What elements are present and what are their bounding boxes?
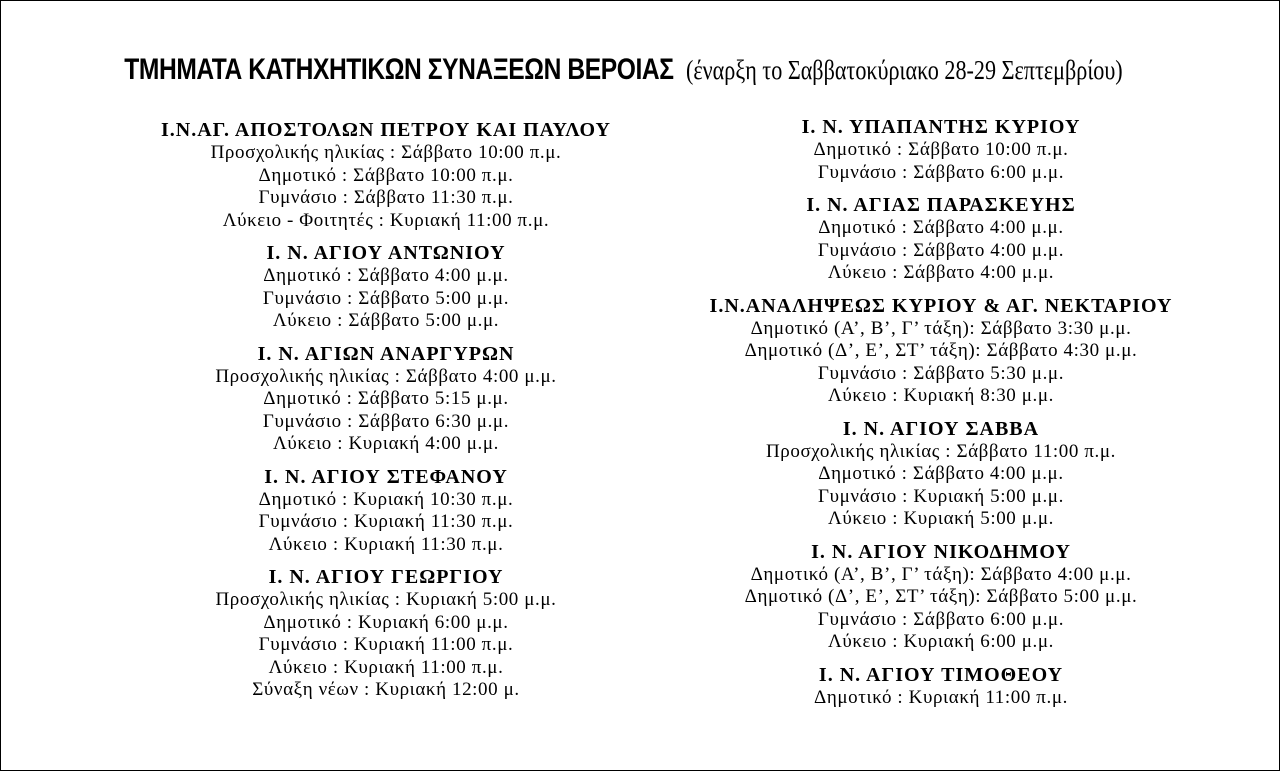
right-column [651, 115, 1231, 718]
schedule-line: Λύκειο : Σάββατο 5:00 μ.μ. [272, 310, 500, 331]
schedule-line: Γυμνάσιο : Σάββατο 4:00 μ.μ. [817, 239, 1065, 261]
church-section [651, 193, 1231, 285]
church-heading: Ι. Ν. ΑΓΙΩΝ ΑΝΑΡΓΥΡΩΝ [257, 342, 515, 365]
schedule-line: Δημοτικό : Σάββατο 4:00 μ.μ. [263, 265, 509, 286]
church-section [651, 663, 1231, 710]
schedule-line: Λύκειο : Κυριακή 5:00 μ.μ. [827, 508, 1055, 529]
schedule-line: Γυμνάσιο : Κυριακή 11:00 π.μ. [258, 634, 514, 655]
church-heading: Ι.Ν.ΑΓ. ΑΠΟΣΤΟΛΩΝ ΠΕΤΡΟΥ ΚΑΙ ΠΑΥΛΟΥ [161, 119, 611, 141]
schedule-line: Δημοτικό : Σάββατο 10:00 π.μ. [813, 139, 1069, 160]
schedule-line: Γυμνάσιο : Σάββατο 6:30 μ.μ. [262, 410, 510, 432]
church-section [651, 115, 1231, 184]
schedule-line: Δημοτικό (Δ’, Ε’, ΣΤ’ τάξη): Σάββατο 5:00 μ.μ. [744, 586, 1138, 607]
church-section [111, 342, 661, 456]
church-heading: Ι. Ν. ΑΓΙΟΥ ΑΝΤΩΝΙΟΥ [266, 242, 506, 264]
church-section [651, 540, 1231, 654]
schedule-line: Δημοτικό : Κυριακή 6:00 μ.μ. [263, 611, 509, 633]
schedule-line: Λύκειο : Κυριακή 6:00 μ.μ. [827, 631, 1055, 652]
schedule-line: Λύκειο : Σάββατο 4:00 μ.μ. [827, 262, 1055, 283]
schedule-line: Δημοτικό : Κυριακή 10:30 π.μ. [258, 488, 514, 510]
schedule-line: Προσχολικής ηλικίας : Κυριακή 5:00 μ.μ. [215, 589, 557, 610]
church-heading: Ι. Ν. ΑΓΙΑΣ ΠΑΡΑΣΚΕΥΗΣ [806, 194, 1076, 216]
church-heading: Ι. Ν. ΑΓΙΟΥ ΝΙΚΟΔΗΜΟΥ [811, 540, 1071, 563]
church-section [111, 118, 661, 232]
left-column [111, 118, 661, 711]
church-heading: Ι. Ν. ΥΠΑΠΑΝΤΗΣ ΚΥΡΙΟΥ [801, 116, 1081, 138]
schedule-line: Προσχολικής ηλικίας : Σάββατο 11:00 π.μ. [765, 440, 1117, 462]
schedule-line: Λύκειο - Φοιτητές : Κυριακή 11:00 π.μ. [222, 209, 550, 231]
church-heading: Ι. Ν. ΑΓΙΟΥ ΓΕΩΡΓΙΟΥ [268, 566, 504, 588]
schedule-line: Λύκειο : Κυριακή 8:30 μ.μ. [827, 385, 1055, 406]
title-main: ΤΜΗΜΑΤΑ ΚΑΤΗΧΗΤΙΚΩΝ ΣΥΝΑΞΕΩΝ ΒΕΡΟΙΑΣ [124, 53, 674, 86]
church-heading: Ι.Ν.ΑΝΑΛΗΨΕΩΣ ΚΥΡΙΟΥ & ΑΓ. ΝΕΚΤΑΡΙΟΥ [709, 294, 1173, 317]
schedule-line: Γυμνάσιο : Κυριακή 11:30 π.μ. [258, 511, 514, 532]
schedule-line: Γυμνάσιο : Κυριακή 5:00 μ.μ. [818, 485, 1064, 507]
schedule-line: Δημοτικό (Α’, Β’, Γ’ τάξη): Σάββατο 3:30 μ.μ. [750, 317, 1132, 339]
schedule-line: Γυμνάσιο : Σάββατο 6:00 μ.μ. [817, 608, 1065, 630]
schedule-line: Προσχολικής ηλικίας : Σάββατο 4:00 μ.μ. [215, 365, 557, 387]
church-section [111, 465, 661, 557]
church-heading: Ι. Ν. ΑΓΙΟΥ ΣΤΕΦΑΝΟΥ [264, 465, 508, 488]
church-section [111, 565, 661, 702]
schedule-line: Λύκειο : Κυριακή 11:30 π.μ. [268, 533, 504, 555]
schedule-line: Δημοτικό (Δ’, Ε’, ΣΤ’ τάξη): Σάββατο 4:30 μ.μ. [744, 340, 1138, 361]
schedule-line: Γυμνάσιο : Σάββατο 11:30 π.μ. [258, 187, 514, 208]
church-section [651, 294, 1231, 408]
schedule-line: Δημοτικό : Σάββατο 5:15 μ.μ. [263, 388, 509, 409]
schedule-line: Δημοτικό : Σάββατο 4:00 μ.μ. [818, 217, 1064, 238]
schedule-line: Δημοτικό : Σάββατο 4:00 μ.μ. [818, 463, 1064, 484]
title-subtitle: (έναρξη το Σαββατοκύριακο 28-29 Σεπτεμβρίου) [685, 55, 1123, 85]
schedule-line: Δημοτικό : Σάββατο 10:00 π.μ. [258, 164, 514, 186]
schedule-line: Λύκειο : Κυριακή 4:00 μ.μ. [272, 433, 500, 454]
church-heading: Ι. Ν. ΑΓΙΟΥ ΤΙΜΟΘΕΟΥ [818, 663, 1064, 686]
schedule-line: Προσχολικής ηλικίας : Σάββατο 10:00 π.μ. [210, 142, 562, 163]
schedule-line: Σύναξη νέων : Κυριακή 12:00 μ. [252, 679, 520, 700]
church-section [651, 417, 1231, 531]
church-section [111, 241, 661, 333]
schedule-line: Δημοτικό (Α’, Β’, Γ’ τάξη): Σάββατο 4:00 μ.μ. [750, 563, 1132, 585]
page-title [1, 53, 1280, 87]
schedule-line: Γυμνάσιο : Σάββατο 5:30 μ.μ. [817, 362, 1065, 384]
schedule-line: Δημοτικό : Κυριακή 11:00 π.μ. [814, 686, 1068, 708]
schedule-line: Γυμνάσιο : Σάββατο 5:00 μ.μ. [262, 287, 510, 309]
schedule-line: Γυμνάσιο : Σάββατο 6:00 μ.μ. [817, 161, 1065, 183]
schedule-line: Λύκειο : Κυριακή 11:00 π.μ. [268, 656, 504, 678]
church-heading: Ι. Ν. ΑΓΙΟΥ ΣΑΒΒΑ [842, 417, 1040, 440]
